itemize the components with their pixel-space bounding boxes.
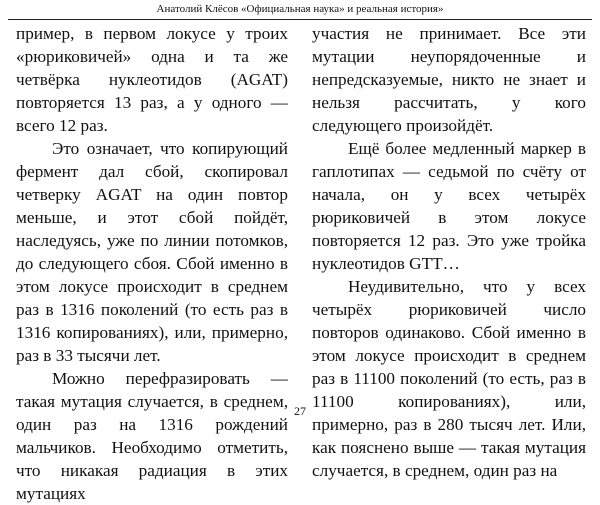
paragraph: Можно перефразировать — такая мутация случается, в среднем, один раз на 1316 рождений мальчиков. Необходимо отметить, что никакая радиация в этих мутациях [16, 369, 288, 503]
paragraph: пример, в первом локусе у троих «рюриковичей» одна и та же четвёрка нуклеотидов (AGAT) повторяется 13 раз, а у одного — всего 12 раз. [16, 24, 288, 135]
paragraph: Это означает, что копирующий фермент дал сбой, скопировал четверку AGAT на один повтор меньше, и этот сбой пойдёт, наследуясь, уже по линии потомков, до следующего сбоя. Сбой именно в этом локусе происходит в среднем раз в 1316 поколений (то есть раз в 1316 копированиях), или, примерно, раз в 33 тысячи лет. [16, 139, 288, 365]
left-column [16, 22, 288, 505]
running-head: Анатолий Клёсов «Официальная наука» и реальная история» [156, 3, 444, 15]
header-rule [8, 19, 592, 20]
paragraph: Ещё более медленный маркер в гаплотипах — седьмой по счёту от начала, он у всех четырёх рюриковичей в этом локусе повторяется 12 раз. Это уже тройка нуклеотидов GTT… [312, 139, 586, 273]
paragraph: участия не принимает. Все эти мутации неупорядоченные и непредсказуемые, никто не знает и нельзя рассчитать, у кого следующего произойдёт. [312, 24, 586, 135]
paragraph: Неудивительно, что у всех четырёх рюриковичей число повторов одинаково. Сбой именно в этом локусе происходит в среднем раз в 11100 поколений (то есть, раз в 11100 копированиях), или, примерно, раз в 280 тысяч лет. Или, как пояснено выше — такая мутация случается, в среднем, один раз на [312, 277, 586, 480]
page-number: 27 [294, 404, 306, 418]
